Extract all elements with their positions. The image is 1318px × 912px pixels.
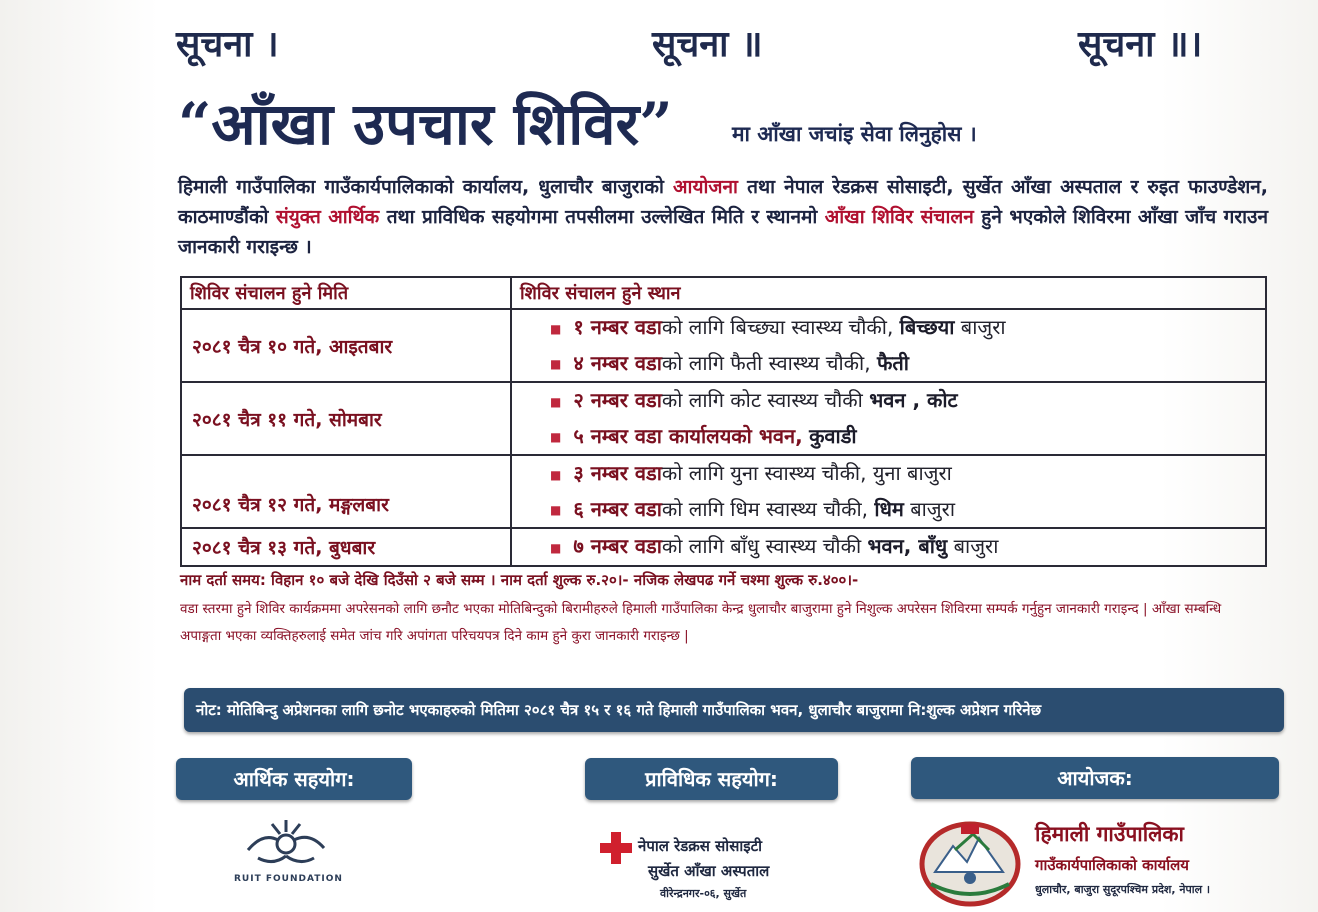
intro-highlight-camp: आँखा शिविर संचालन: [824, 206, 974, 228]
intro-text-2: तथा नेपाल रेडक्रस सोसाइटी, सुर्खेत आँखा अस्पताल र रुइत फाउण्डेशन, काठमाण्डौंको: [178, 176, 1269, 228]
camp-title-suffix: मा आँखा जचांइ सेवा लिनुहोस ।: [732, 122, 977, 146]
redcross-address: वीरेन्द्रनगर-०६, सुर्खेत: [660, 887, 747, 900]
place-text: को लागि बाँधु स्वास्थ्य चौकी: [661, 534, 868, 558]
row-date: २०८१ चैत्र १० गते, आइतबार: [181, 309, 511, 382]
row-places: [511, 455, 1266, 528]
government-emblem-icon: [915, 812, 1025, 908]
intro-text-1: हिमाली गाउँपालिका गाउँकार्यपालिकाको कार्यालय, धुलाचौर बाजुराको: [178, 176, 674, 198]
place-item: [550, 310, 1265, 346]
place-text: को लागि धिम स्वास्थ्य चौकी,: [661, 496, 875, 521]
place-item: [550, 529, 1265, 565]
municipality-address: धुलाचौर, बाजुरा सुदूरपश्चिम प्रदेश, नेपाल ।: [1035, 883, 1211, 896]
place-strong: भवन , कोट: [869, 388, 958, 412]
ward-label: २ नम्बर वडा: [573, 388, 662, 412]
table-row: [181, 382, 1266, 455]
intro-text-4: हुने भएकोले शिविरमा आँखा जाँच गराउन जानकारी गराइन्छ ।: [178, 206, 1269, 258]
place-tail: बाजुरा: [954, 315, 1006, 339]
place-text: को लागि फैती स्वास्थ्य चौकी,: [661, 350, 877, 375]
schedule-table: [180, 276, 1267, 567]
technical-support-tag: प्राविधिक सहयोग:: [585, 758, 838, 800]
row-places: [511, 309, 1266, 382]
municipality-office: गाउँकार्यपालिकाको कार्यालय: [1035, 856, 1190, 874]
financial-support-tag: आर्थिक सहयोग:: [176, 758, 412, 800]
camp-title: “आँखा उपचार शिविर”: [178, 90, 673, 158]
ward-label: ३ नम्बर वडा: [573, 461, 662, 485]
place-tail: बाजुरा: [903, 496, 956, 521]
ruit-foundation-logo: [228, 818, 378, 888]
ward-label: ४ नम्बर वडा: [573, 350, 662, 375]
redcross-name: नेपाल रेडक्रस सोसाइटी: [638, 837, 763, 855]
square-bullet-icon: ■: [550, 467, 562, 482]
place-item: [550, 492, 1265, 528]
place-strong: धिम: [874, 496, 904, 521]
place-item: [550, 419, 1265, 455]
row-places: [511, 382, 1266, 455]
place-strong: कुवाडी: [809, 423, 857, 448]
table-row: [181, 309, 1266, 382]
place-strong: बिच्छया: [899, 315, 955, 339]
intro-paragraph: [178, 172, 1268, 262]
place-item: [550, 456, 1265, 492]
square-bullet-icon: ■: [550, 540, 562, 555]
place-strong: भवन, बाँधु: [867, 534, 948, 558]
ward-label: ६ नम्बर वडा: [573, 496, 662, 521]
ruit-logo-icon: [228, 818, 368, 870]
referral-paragraph: वडा स्तरमा हुने शिविर कार्यक्रममा अपरेसनको लागि छनौट भएका मोतिबिन्दुको बिरामीहरुले हिमाली गाउँपालिका केन्द्र धुलाचौर बाजुरामा हुने निशुल्क अपरेसन शिविरमा सम्पर्क गर्नुहुन जानकारी गराइन्द | आँखा सम्बन्धि अपाङ्गता भएका व्यक्तिहरुलाई समेत जांच गरि अपांगता परिचयपत्र दिने काम हुने कुरा जानकारी गराइन्छ |: [180, 601, 1222, 644]
table-row: [181, 528, 1266, 566]
intro-highlight-support: संयुक्त आर्थिक: [275, 206, 380, 228]
ruit-logo-label: RUIT FOUNDATION: [234, 874, 343, 884]
square-bullet-icon: ■: [550, 321, 562, 336]
place-strong: फैती: [876, 350, 909, 375]
ward-label: १ नम्बर वडा: [573, 315, 662, 339]
organizer-tag: आयोजक:: [911, 757, 1279, 799]
table-header-row: [181, 277, 1266, 309]
notice-heading-center: सूचना ॥: [652, 23, 763, 65]
ward-label: ७ नम्बर वडा: [573, 534, 662, 558]
square-bullet-icon: ■: [550, 430, 562, 444]
place-item: [550, 383, 1265, 419]
header-location: शिविर संचालन हुने स्थान: [511, 277, 1266, 309]
place-item: [550, 346, 1265, 382]
registration-info: नाम दर्ता समय: विहान १० बजे देखि दिउँसो २ बजे सम्म । नाम दर्ता शुल्क रु.२०।- नजिक लेखपढ गर्ने चश्मा शुल्क रु.४००।-: [180, 571, 859, 589]
notice-heading-right: सूचना ॥।: [1078, 23, 1203, 65]
place-text: को लागि युना स्वास्थ्य चौकी, युना बाजुरा: [661, 461, 952, 485]
square-bullet-icon: ■: [550, 357, 562, 371]
row-date: २०८१ चैत्र १२ गते, मङ्गलबार: [181, 455, 511, 528]
surkhet-eye-hospital: सुर्खेत आँखा अस्पताल: [648, 862, 770, 880]
header-date: शिविर संचालन हुने मिति: [181, 277, 511, 309]
intro-highlight-organizer: आयोजना: [673, 176, 738, 198]
square-bullet-icon: ■: [550, 394, 562, 409]
place-tail: बाजुरा: [947, 534, 999, 558]
red-cross-icon: [600, 830, 632, 866]
row-places: [511, 528, 1266, 566]
notice-heading-left: सूचना ।: [176, 23, 279, 65]
place-text: को लागि कोट स्वास्थ्य चौकी: [661, 388, 870, 412]
row-date: २०८१ चैत्र ११ गते, सोमबार: [181, 382, 511, 455]
nepal-emblem-logo: [915, 812, 1025, 908]
ward-label: ५ नम्बर वडा कार्यालयको भवन,: [573, 423, 803, 448]
table-row: [181, 455, 1266, 528]
operation-note-bar: नोट: मोतिबिन्दु अप्रेशनका लागि छनोट भएकाहरुको मितिमा २०८१ चैत्र १५ र १६ गते हिमाली गाउँपालिका भवन, धुलाचौर बाजुरामा नि:शुल्क अप्रेशन गरिनेछ: [184, 688, 1284, 732]
municipality-name: हिमाली गाउँपालिका: [1035, 822, 1184, 846]
place-text: को लागि बिच्छ्या स्वास्थ्य चौकी,: [661, 315, 900, 339]
row-date: २०८१ चैत्र १३ गते, बुधबार: [181, 528, 511, 566]
intro-text-3: तथा प्राविधिक सहयोगमा तपसीलमा उल्लेखित मिति र स्थानमो: [379, 206, 825, 228]
square-bullet-icon: ■: [550, 503, 562, 517]
